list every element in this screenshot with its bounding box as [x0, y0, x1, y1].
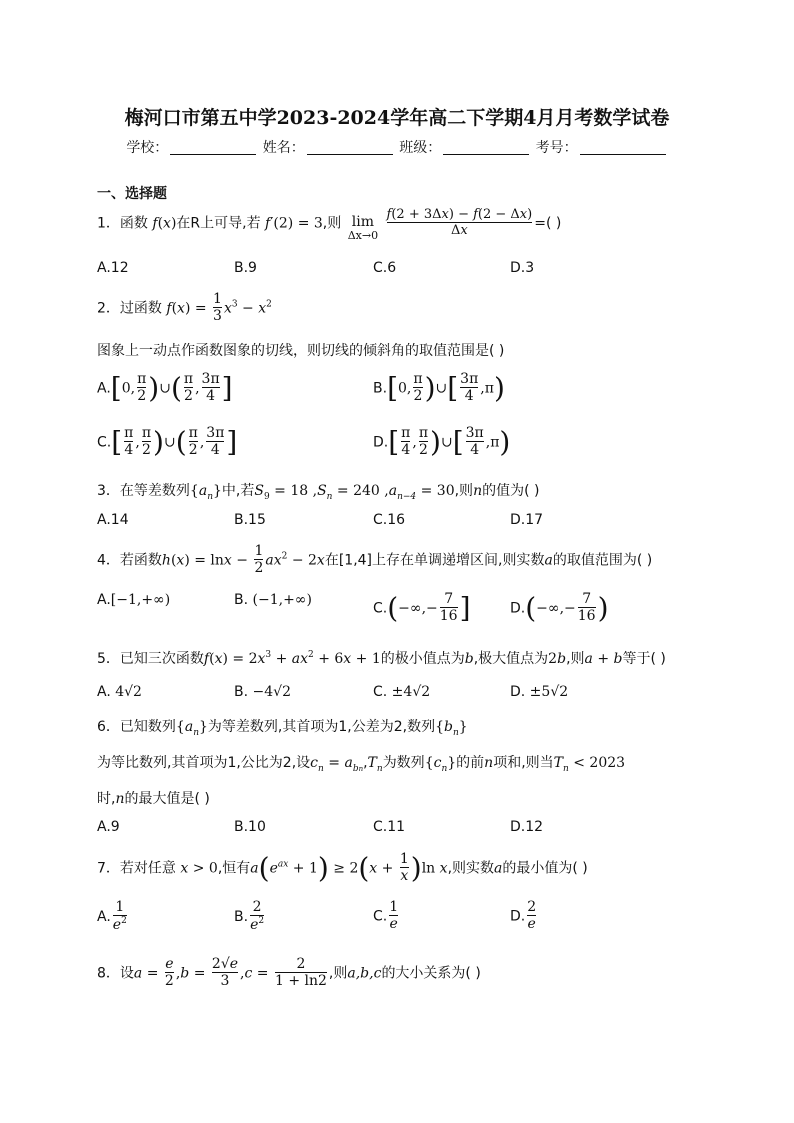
q2-option-c[interactable]: C.[ $\frac{\pi}{4}$ , $\frac{\pi}{2}$ )∪( $\frac{\pi}{2}$ , $\frac{3\pi}{4}$ ] — [97, 425, 238, 459]
q4-text-3: 的取值范围为( ) — [552, 552, 653, 569]
class-label: 班级： — [399, 140, 442, 156]
q4-option-a[interactable]: A.[−1,+∞) — [97, 592, 171, 608]
question-number: 8． — [97, 965, 120, 982]
q2-option-d[interactable]: D.[ $\frac{\pi}{4}$ , $\frac{\pi}{2}$ )∪[ $\frac{3\pi}{4}$ ,π) — [373, 425, 511, 459]
question-number: 6． — [97, 719, 120, 735]
question-7: 7．若对任意 x > 0,恒有$a(e^{ax} + 1) \ge 2(x$ + $\frac{1}{x}$ )ln x,则实数a的最小值为( ) — [97, 851, 588, 885]
question-3: 3．在等差数列$\{a_n\}$中,若$S_9 = 18$ $,S_n = 240$ $,a_{n-4} = 30$,则n的值为( ) — [97, 483, 540, 502]
q4-text-1: 若函数 — [119, 552, 162, 569]
q6-text-8: 时, — [97, 791, 116, 807]
question-5: 5．已知三次函数$f(x) = 2x^3 + ax^2 + 6x + 1$的极小值点为b,极大值点为2b,则a + b等于( ) — [97, 650, 666, 667]
q7-text-4: 的最小值为( ) — [502, 860, 588, 877]
q5-text-2: 的极小值点为 — [380, 651, 465, 667]
q2-option-b[interactable]: B.[0, $\frac{\pi}{2}$ )∪[ $\frac{3\pi}{4}$ ,π) — [373, 371, 505, 405]
name-blank — [307, 140, 393, 155]
page-title: 梅河口市第五中学2023-2024学年高二下学期4月月考数学试卷 — [124, 107, 670, 129]
question-number: 5． — [97, 651, 120, 667]
q6-line-3: 时,n的最大值是( ) — [97, 791, 210, 807]
q3-option-c[interactable]: C.16 — [373, 512, 406, 528]
q1-text-4: =( ) — [534, 215, 562, 232]
q7-text-2: ,恒有 — [217, 860, 251, 877]
q7-option-b[interactable]: B. $\frac{2}{e^2}$ — [234, 899, 265, 934]
number-label: 考号： — [535, 140, 578, 156]
question-8: 8．设a = $\frac{e}{2}$ ,b = $\frac{2√e}{3}$ ,c = $\frac{2}{1 + \ln 2}$ ,则a,b,c的大小关系为( ) — [97, 956, 481, 990]
q5-text-1: 已知三次函数 — [119, 651, 204, 667]
q3-text-1: 在等差数列 — [119, 483, 190, 499]
q6-text-5: 为数列 — [382, 755, 425, 771]
q1-text-1: 函数 — [119, 215, 148, 232]
question-number: 4． — [97, 552, 120, 569]
section-heading: 一、选择题 — [97, 186, 167, 202]
q1-option-a[interactable]: A.12 — [97, 260, 129, 276]
q6-option-c[interactable]: C.11 — [373, 819, 406, 835]
q4-option-c[interactable]: C.(−∞,− $\frac{7}{16}$ ] — [373, 591, 471, 625]
q5-option-b[interactable]: B. −4√2 — [234, 684, 291, 700]
q8-text-1: 设 — [119, 965, 134, 982]
question-number: 3． — [97, 483, 120, 499]
q3-option-b[interactable]: B.15 — [234, 512, 266, 528]
q6-option-b[interactable]: B.10 — [234, 819, 266, 835]
q5-option-c[interactable]: C. ±4√2 — [373, 684, 431, 700]
q1-limit: lim Δx→0 — [347, 213, 379, 243]
school-label: 学校： — [126, 140, 169, 156]
q3-text-4: 的值为( ) — [482, 483, 540, 499]
name-label: 姓名： — [262, 140, 305, 156]
question-4: 4．若函数h(x) = lnx − $\frac{1}{2}$ $ax^2 - 2x$在[1,4]上存在单调递增区间,则实数a的取值范围为( ) — [97, 543, 653, 577]
question-6: 6．已知数列$\{a_n\}$为等差数列,其首项为1,公差为2,数列$\{b_n\}$ — [97, 719, 468, 738]
q6-text-7: 项和,则当 — [493, 755, 554, 771]
q4-text-2: 在[1,4]上存在单调递增区间,则实数 — [324, 552, 545, 569]
q1-fraction: $\frac{f(2 + 3\Delta x) - f(2 - \Delta x)}{\Delta x}$ — [386, 207, 533, 239]
q6-text-2: 为等差数列,其首项为1,公差为2,数列 — [207, 719, 436, 735]
number-blank — [580, 140, 666, 155]
q6-text-6: 的前 — [456, 755, 485, 771]
q7-option-a[interactable]: A. $\frac{1}{e^2}$ — [97, 899, 127, 934]
q6-text-1: 已知数列 — [119, 719, 176, 735]
question-number: 7． — [97, 860, 120, 877]
q3-option-a[interactable]: A.14 — [97, 512, 129, 528]
student-info-line — [0, 137, 794, 157]
q6-line-2: 为等比数列,其首项为1,公比为2,设$c_n = a_{bn},T_n$为数列$\{c_n\}$的前n项和,则当$T_n < 2023$ — [97, 755, 626, 774]
question-1: 1．函数 f(x)在R上可导,若 f′(2) = 3,则 lim Δx→0 $\frac{f(2 + 3\Delta x) - f(2 - \Delta x)}{\Delta x}$ =( ) — [97, 207, 562, 243]
q6-option-d[interactable]: D.12 — [510, 819, 544, 835]
q8-text-2: ,则 — [328, 965, 348, 982]
q5-text-5: 等于( ) — [622, 651, 666, 667]
q6-text-9: 的最大值是( ) — [124, 791, 210, 807]
q1-math-f: f — [152, 215, 158, 232]
question-2: 2．过函数 f(x) = $\frac{1}{3}$ $x^3 - x^2$ — [97, 291, 272, 325]
q3-text-2: 中,若 — [221, 483, 255, 499]
q4-option-b[interactable]: B. (−1,+∞) — [234, 592, 312, 608]
q1-option-b[interactable]: B.9 — [234, 260, 257, 276]
school-blank — [170, 140, 256, 155]
q8-text-3: 的大小关系为( ) — [381, 965, 481, 982]
q1-text-2: 在R上可导,若 — [176, 215, 261, 232]
q3-text-3: ,则 — [454, 483, 474, 499]
question-number: 2． — [97, 300, 120, 317]
q5-option-d[interactable]: D. ±5√2 — [510, 684, 569, 700]
q7-option-d[interactable]: D. $\frac{2}{e}$ — [510, 899, 537, 933]
q7-text-1: 若对任意 — [119, 860, 176, 877]
q4-option-d[interactable]: D.(−∞,− $\frac{7}{16}$ ) — [510, 591, 609, 625]
q1-option-d[interactable]: D.3 — [510, 260, 535, 276]
q1-option-c[interactable]: C.6 — [373, 260, 397, 276]
q1-text-3: ,则 — [322, 215, 342, 232]
question-number: 1． — [97, 215, 120, 232]
q5-text-4: ,则 — [566, 651, 585, 667]
q6-text-3: 为等比数列,其首项为1,公比为2,设 — [97, 755, 311, 771]
q6-option-a[interactable]: A.9 — [97, 819, 120, 835]
q2-text-1: 过函数 — [119, 300, 162, 317]
q5-text-3: ,极大值点为 — [473, 651, 549, 667]
class-blank — [443, 140, 529, 155]
q3-option-d[interactable]: D.17 — [510, 512, 544, 528]
q5-option-a[interactable]: A. 4√2 — [97, 684, 142, 700]
q2-option-a[interactable]: A.[0, $\frac{\pi}{2}$ )∪( $\frac{\pi}{2}$ , $\frac{3\pi}{4}$ ] — [97, 371, 233, 405]
q2-text-2: 图象上一动点作函数图象的切线，则切线的倾斜角的取值范围是( ) — [97, 343, 505, 359]
q6-text-4: , — [363, 755, 368, 771]
q7-text-3: ,则实数 — [447, 860, 495, 877]
q7-option-c[interactable]: C. $\frac{1}{e}$ — [373, 899, 399, 933]
